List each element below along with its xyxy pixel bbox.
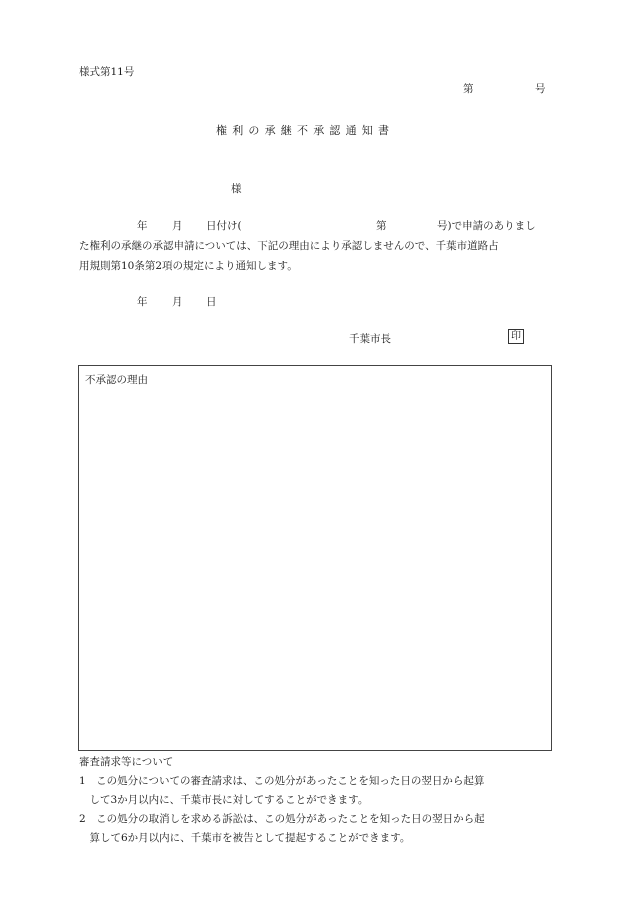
document-number-prefix: 第 (463, 83, 474, 95)
document-number-suffix: 号 (535, 83, 546, 95)
body-number-tail: 号)で申請のありまし (437, 220, 536, 232)
body-line-2: た権利の承継の承認申請については、下記の理由により承認しませんので、千葉市道路占 (79, 240, 499, 252)
mayor-title: 千葉市長 (349, 333, 391, 345)
body-number-prefix: 第 (376, 220, 387, 232)
note-item-1-line-2: して3か月以内に、千葉市長に対してすることができます。 (79, 794, 369, 806)
reason-label: 不承認の理由 (85, 374, 148, 386)
form-number: 様式第11号 (79, 66, 135, 78)
reason-box (78, 365, 552, 751)
note-item-2-line-2: 算して6か月以内に、千葉市を被告として提起することができます。 (79, 832, 411, 844)
notes-heading: 審査請求等について (79, 756, 174, 768)
issue-month: 月 (172, 296, 183, 308)
issue-year: 年 (137, 296, 148, 308)
document-title: 権利の承継不承認通知書 (216, 124, 395, 137)
body-date-label: 日付け( (206, 220, 242, 232)
issue-day: 日 (206, 296, 217, 308)
note-item-1-line-1: 1 この処分についての審査請求は、この処分があったことを知った日の翌日から起算 (79, 775, 485, 787)
body-month: 月 (172, 220, 183, 232)
body-year: 年 (137, 220, 148, 232)
note-item-2-line-1: 2 この処分の取消しを求める訴訟は、この処分があったことを知った日の翌日から起 (79, 813, 485, 825)
addressee-suffix: 様 (231, 183, 242, 195)
seal-mark: 印 (508, 329, 524, 344)
body-line-3: 用規則第10条第2項の規定により通知します。 (79, 260, 298, 272)
